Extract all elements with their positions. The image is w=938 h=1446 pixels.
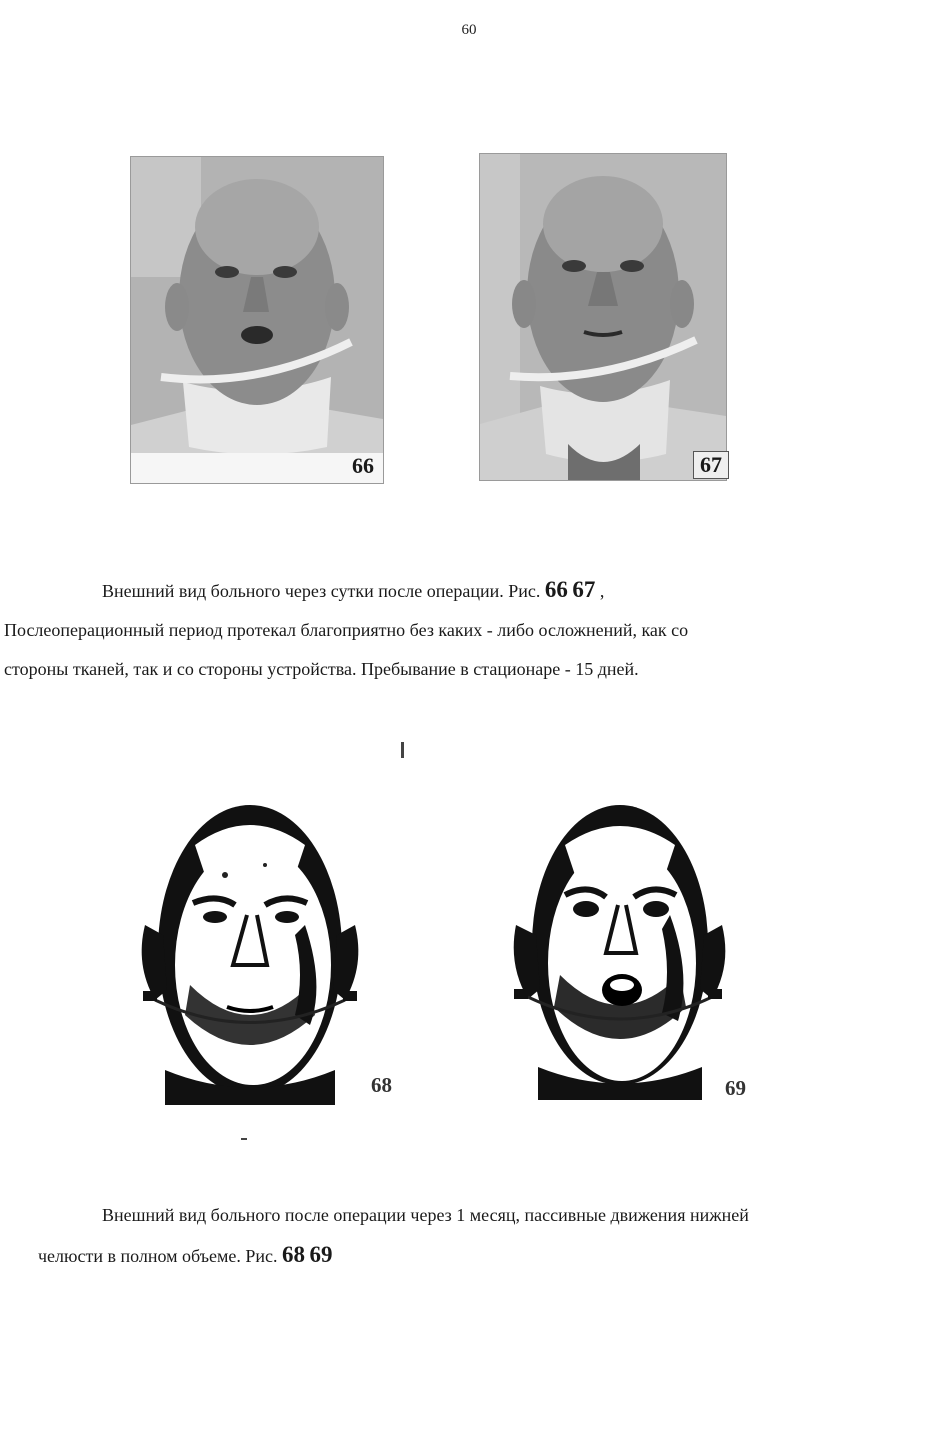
patient-face-photo-66 [131, 157, 383, 483]
caption-1 [4, 570, 910, 689]
caption-1-line-3: стороны тканей, так и со стороны устройства. Пребывание в стационаре - 15 дней. [4, 659, 639, 679]
fig-ref-66: 66 [544, 577, 568, 602]
caption-2-line-2 [38, 1235, 910, 1276]
caption-1-text: Внешний вид больного через сутки после операции. Рис. [102, 581, 541, 601]
figure-68-label: 68 [371, 1073, 392, 1097]
scan-dash [241, 1138, 247, 1140]
caption-2-text: челюсти в полном объеме. Рис. [38, 1246, 278, 1266]
caption-2-line-1: Внешний вид больного после операции через 1 месяц, пассивные движения нижней [102, 1205, 749, 1225]
figure-67-photo [479, 153, 727, 481]
figure-67-label: 67 [693, 451, 729, 479]
caption-1-line-2: Послеоперационный период протекал благоприятно без каких - либо осложнений, как со [4, 620, 689, 640]
patient-face-photo-68 [135, 785, 365, 1105]
figure-66-label: 66 [346, 453, 380, 479]
fig-ref-68: 68 [282, 1242, 306, 1267]
figure-68-photo [135, 785, 365, 1105]
figure-69-label: 69 [725, 1076, 746, 1100]
figure-66-photo [130, 156, 384, 484]
scan-mark [401, 742, 404, 758]
caption-1-comma: , [599, 581, 605, 601]
patient-face-photo-67 [480, 154, 726, 480]
patient-face-photo-69 [510, 785, 730, 1100]
page-number: 60 [461, 22, 477, 38]
caption-1-line-1 [40, 570, 910, 611]
fig-ref-69: 69 [309, 1242, 333, 1267]
caption-2 [40, 1196, 910, 1276]
figure-69-photo [510, 785, 730, 1100]
fig-ref-67: 67 [572, 577, 596, 602]
